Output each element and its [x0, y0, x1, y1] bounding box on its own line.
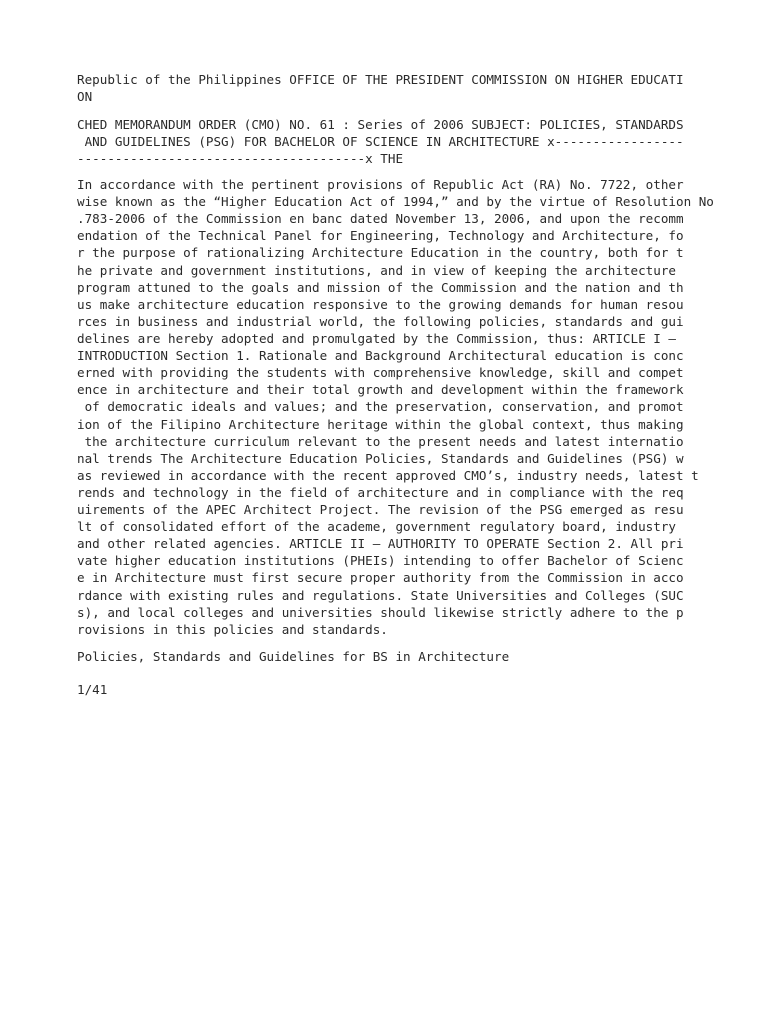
body-line: as reviewed in accordance with the recent approved CMO’s, industry needs, latest t: [77, 468, 699, 483]
body-line: wise known as the “Higher Education Act of 1994,” and by the virtue of Resolution No: [77, 194, 714, 209]
subject-line: --------------------------------------x THE: [77, 151, 404, 166]
body-line: the architecture curriculum relevant to the present needs and latest internatio: [77, 434, 684, 449]
page-number: 1/41: [77, 682, 108, 697]
body-line: of democratic ideals and values; and the preservation, conservation, and promot: [77, 399, 684, 414]
header-line: ON: [77, 89, 93, 104]
body-line: erned with providing the students with comprehensive knowledge, skill and compet: [77, 365, 684, 380]
subject-line: AND GUIDELINES (PSG) FOR BACHELOR OF SCIENCE IN ARCHITECTURE x-----------------: [77, 134, 684, 149]
body-line: vate higher education institutions (PHEIs) intending to offer Bachelor of Scienc: [77, 553, 684, 568]
body-line: program attuned to the goals and mission of the Commission and the nation and th: [77, 280, 684, 295]
subject-line: CHED MEMORANDUM ORDER (CMO) NO. 61 : Series of 2006 SUBJECT: POLICIES, STANDARDS: [77, 117, 684, 132]
body-line: endation of the Technical Panel for Engineering, Technology and Architecture, fo: [77, 228, 684, 243]
footer-title: Policies, Standards and Guidelines for BS in Architecture: [77, 649, 510, 664]
body-line: r the purpose of rationalizing Architecture Education in the country, both for t: [77, 245, 684, 260]
body-line: e in Architecture must first secure proper authority from the Commission in acco: [77, 570, 684, 585]
body-line: rends and technology in the field of architecture and in compliance with the req: [77, 485, 684, 500]
body-line: ence in architecture and their total growth and development within the framework: [77, 382, 684, 397]
header-line: Republic of the Philippines OFFICE OF THE PRESIDENT COMMISSION ON HIGHER EDUCATI: [77, 72, 684, 87]
body-line: In accordance with the pertinent provisions of Republic Act (RA) No. 7722, other: [77, 177, 684, 192]
body-line: s), and local colleges and universities should likewise strictly adhere to the p: [77, 605, 684, 620]
body-line: he private and government institutions, and in view of keeping the architecture: [77, 263, 676, 278]
body-line: nal trends The Architecture Education Policies, Standards and Guidelines (PSG) w: [77, 451, 684, 466]
body-line: and other related agencies. ARTICLE II – AUTHORITY TO OPERATE Section 2. All pri: [77, 536, 684, 551]
body-line: uirements of the APEC Architect Project. The revision of the PSG emerged as resu: [77, 502, 684, 517]
body-line: rdance with existing rules and regulations. State Universities and Colleges (SUC: [77, 588, 684, 603]
body-line: lt of consolidated effort of the academe, government regulatory board, industry: [77, 519, 676, 534]
body-line: ion of the Filipino Architecture heritage within the global context, thus making: [77, 417, 684, 432]
body-line: delines are hereby adopted and promulgated by the Commission, thus: ARTICLE I –: [77, 331, 676, 346]
body-line: INTRODUCTION Section 1. Rationale and Background Architectural education is conc: [77, 348, 684, 363]
body-line: .783-2006 of the Commission en banc dated November 13, 2006, and upon the recomm: [77, 211, 684, 226]
body-line: rovisions in this policies and standards.: [77, 622, 388, 637]
body-line: rces in business and industrial world, the following policies, standards and gui: [77, 314, 684, 329]
body-line: us make architecture education responsive to the growing demands for human resou: [77, 297, 684, 312]
